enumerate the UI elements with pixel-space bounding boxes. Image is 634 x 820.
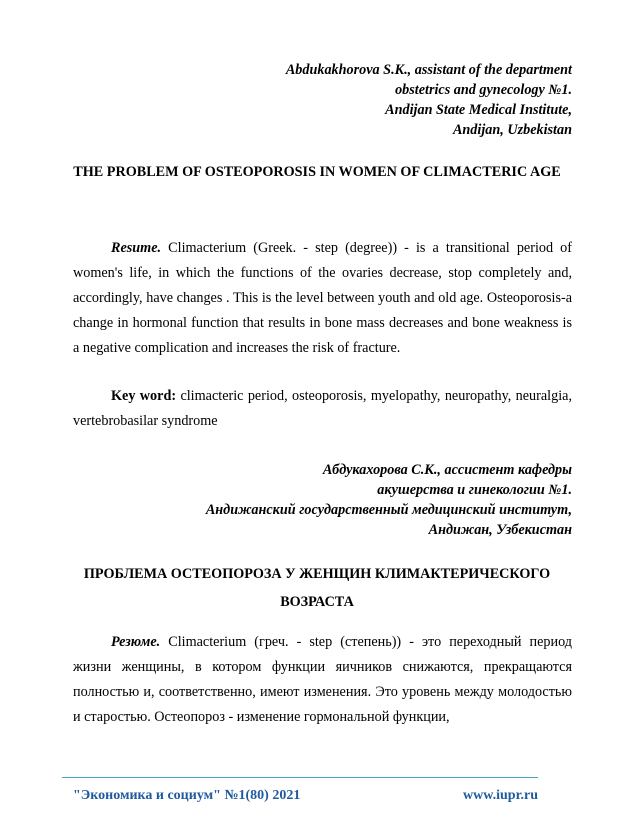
keywords-en (73, 384, 572, 434)
author-affiliation-ru (206, 460, 572, 540)
footer-website-link[interactable]: www.iupr.ru (463, 788, 538, 803)
affiliation-line: obstetrics and gynecology №1. (395, 82, 572, 98)
affiliation-line: Andijan State Medical Institute, (385, 102, 572, 118)
abstract-label-en: Resume. (111, 240, 162, 256)
affiliation-line: Андижан, Узбекистан (428, 522, 572, 538)
affiliation-line: Андижанский государственный медицинский институт, (205, 502, 572, 518)
keywords-text-en: climacteric period, osteoporosis, myelopathy, neuropathy, neuralgia, vertebrobasilar syndrome (73, 388, 572, 429)
abstract-ru (73, 630, 572, 730)
affiliation-line: Абдукахорова С.К., ассистент кафедры (322, 462, 572, 478)
author-affiliation-en (286, 60, 572, 140)
keywords-label-en: Key word: (111, 388, 177, 404)
affiliation-line: акушерства и гинекологии №1. (377, 482, 572, 498)
affiliation-line: Andijan, Uzbekistan (452, 122, 572, 138)
paper-title-en: THE PROBLEM OF OSTEOPOROSIS IN WOMEN OF CLIMACTERIC AGE (73, 164, 561, 180)
abstract-label-ru: Резюме. (111, 634, 161, 650)
affiliation-line: Abdukakhorova S.K., assistant of the department (285, 62, 572, 78)
footer-divider (62, 777, 538, 778)
footer-journal: "Экономика и социум" №1(80) 2021 (73, 788, 301, 803)
abstract-en (73, 236, 572, 361)
abstract-text-en: Climacterium (Greek. - step (degree)) - is a transitional period of women's life, in which the functions of the ovaries decrease, stop completely and, accordingly, have changes . This is the level between youth and old age. Osteoporosis-a change in hormonal function that results in bone mass decreases and bone weakness is a negative complication and increases the risk of fracture. (73, 240, 572, 356)
abstract-text-ru: Climacterium (греч. - step (степень)) - это переходный период жизни женщины, в котором функции яичников снижаются, прекращаются полностью и, соответственно, имеют изменения. Это уровень между молодостью и старостью. Остеопороз - изменение гормональной функции, (73, 634, 572, 725)
paper-title-ru: ПРОБЛЕМА ОСТЕОПОРОЗА У ЖЕНЩИН КЛИМАКТЕРИЧЕСКОГО ВОЗРАСТА (83, 566, 551, 610)
